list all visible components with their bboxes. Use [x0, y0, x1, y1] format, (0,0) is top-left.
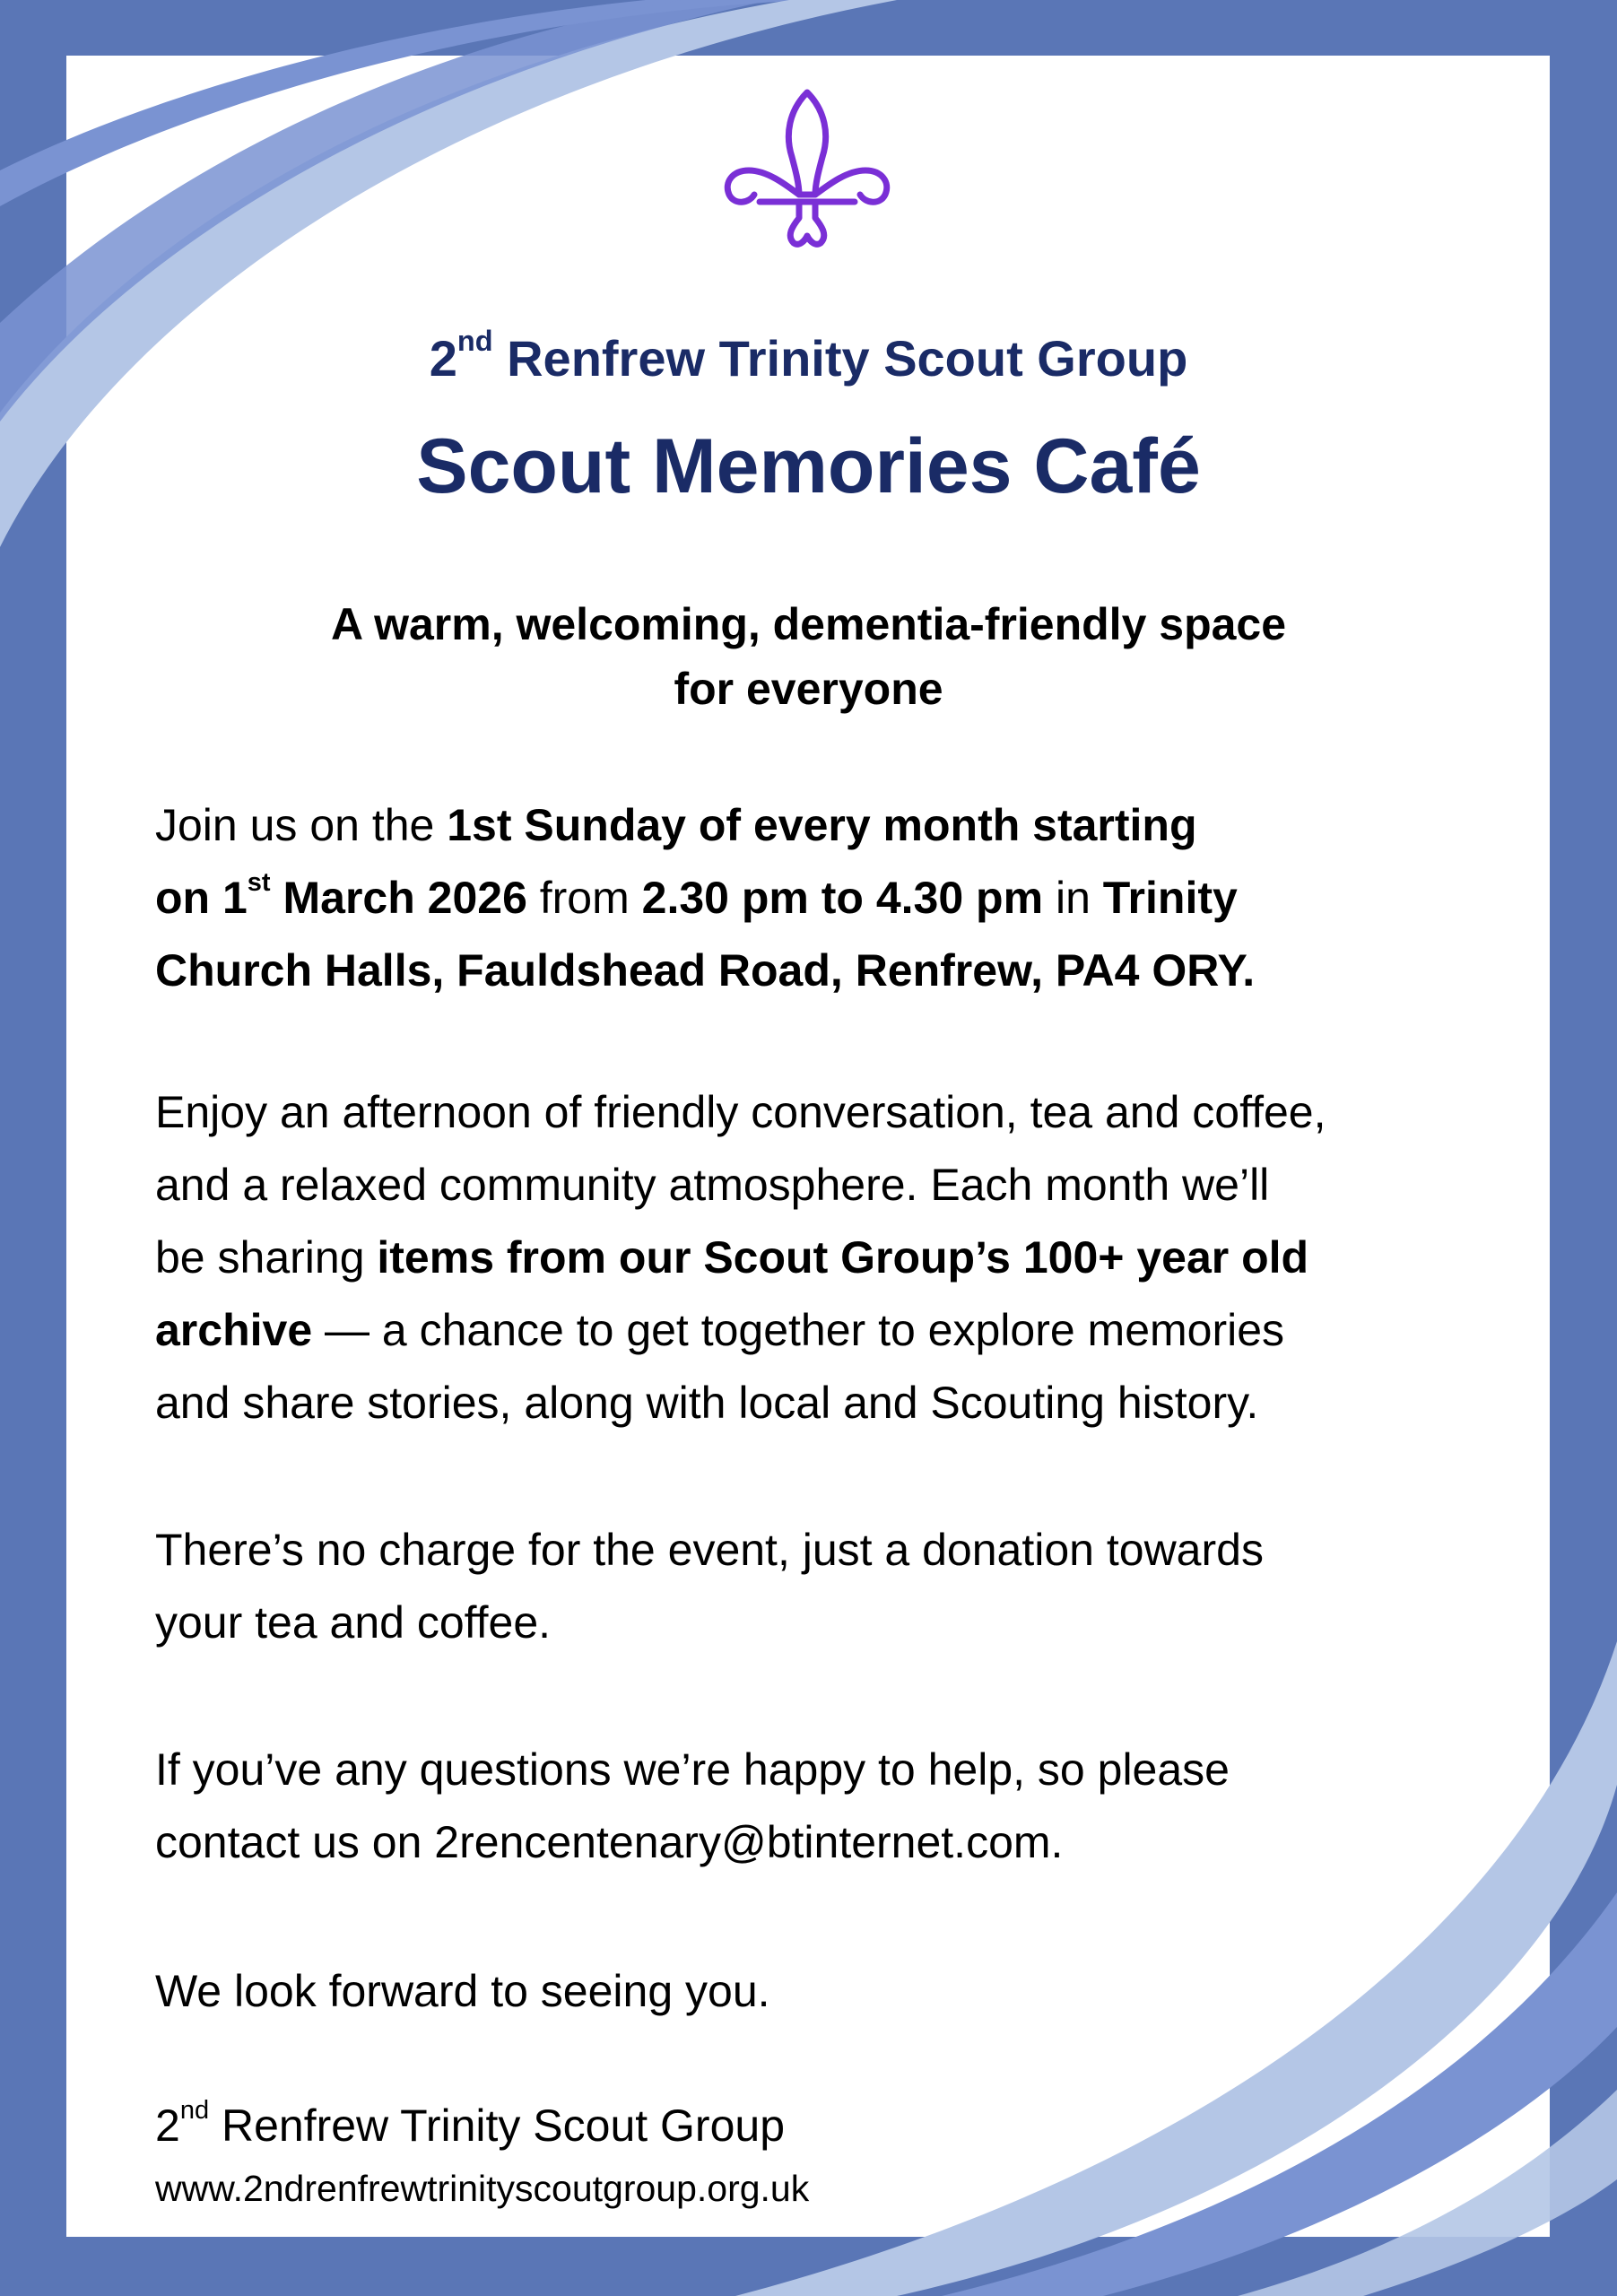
closing-paragraph: We look forward to seeing you. — [155, 1966, 770, 2016]
page-title: Scout Memories Café — [416, 423, 1201, 509]
tagline-line-1: A warm, welcoming, dementia-friendly space — [330, 599, 1287, 649]
tagline-line-2: for everyone — [674, 664, 943, 714]
website-url: www.2ndrenfrewtrinityscoutgroup.org.uk — [155, 2168, 810, 2209]
fleur-de-lis-icon — [713, 85, 901, 251]
group-name-heading: 2nd Renfrew Trinity Scout Group — [429, 325, 1188, 387]
contact-paragraph: If you’ve any questions we’re happy to help, so please contact us on 2rencentenary@btinternet.com. — [155, 1744, 1230, 1867]
event-details-paragraph: Join us on the 1st Sunday of every month starting on 1st March 2026 from 2.30 pm to 4.30 pm in Trinity Church Halls, Fauldshead Road, Renfrew, PA4 ORY. — [155, 800, 1256, 996]
signature-group-name: 2nd Renfrew Trinity Scout Group — [155, 2096, 785, 2151]
description-paragraph: Enjoy an afternoon of friendly conversation, tea and coffee, and a relaxed community atmosphere. Each month we’ll be sharing items from our Scout Group’s 100+ year old archive — a chance to get together to explore memories and share stories, along with local and Scouting history. — [155, 1087, 1326, 1428]
tagline — [179, 592, 1438, 721]
donation-paragraph: There’s no charge for the event, just a donation towards your tea and coffee. — [155, 1525, 1264, 1648]
